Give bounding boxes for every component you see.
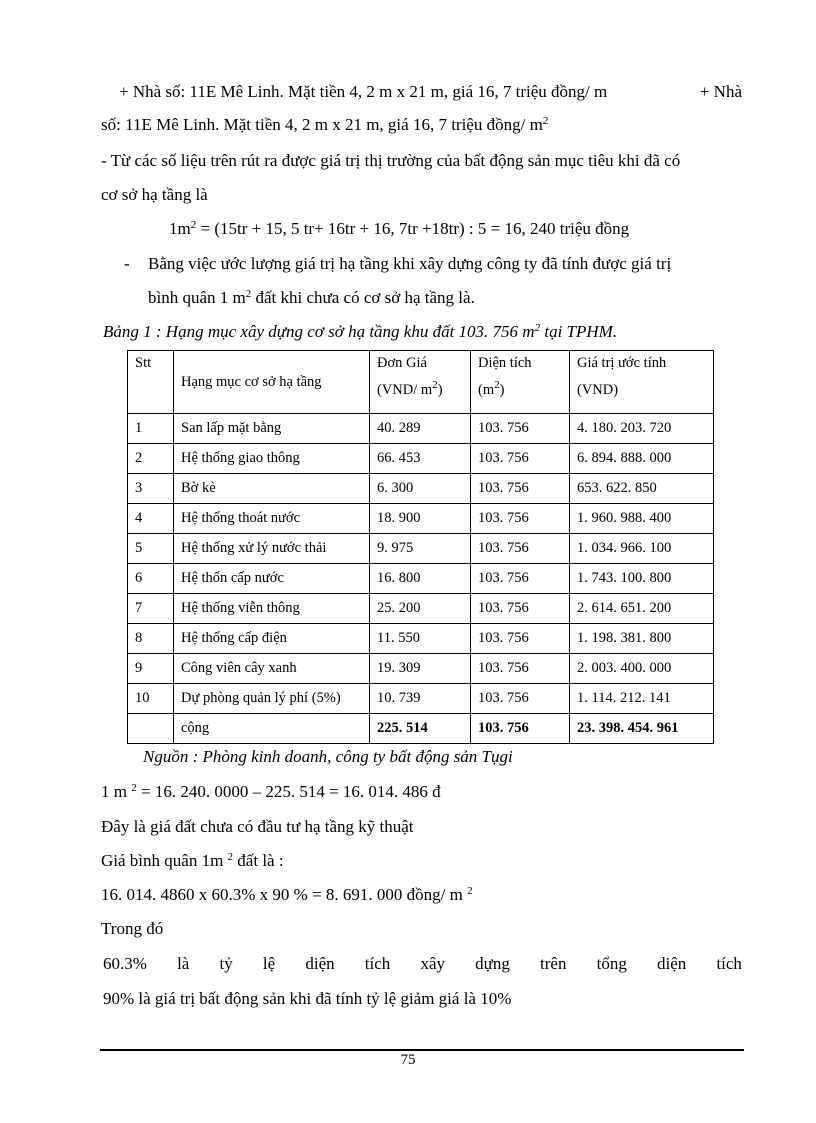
cell-item: Bờ kè — [174, 474, 370, 504]
table-row — [128, 684, 714, 714]
table-row — [128, 654, 714, 684]
cell-area: 103. 756 — [471, 654, 570, 684]
trong-do: Trong đó — [101, 919, 164, 938]
cell-value: 2. 003. 400. 000 — [570, 654, 714, 684]
word: diện — [657, 954, 687, 973]
cell-value: 4. 180. 203. 720 — [570, 414, 714, 444]
infrastructure-table — [127, 350, 714, 744]
cell-price: 6. 300 — [370, 474, 471, 504]
cell-area: 103. 756 — [471, 594, 570, 624]
cell-stt: 2 — [128, 444, 174, 474]
cell-item: Hệ thống giao thông — [174, 444, 370, 474]
cell-value: 2. 614. 651. 200 — [570, 594, 714, 624]
table-total-row — [128, 714, 714, 744]
cell-area: 103. 756 — [471, 624, 570, 654]
word: xây — [420, 954, 445, 973]
page-number: 75 — [400, 1052, 416, 1068]
word: lệ — [262, 954, 276, 973]
total-value: 23. 398. 454. 961 — [570, 714, 714, 744]
table-row — [128, 474, 714, 504]
cell-price: 66. 453 — [370, 444, 471, 474]
cell-item: Hệ thống cấp điện — [174, 624, 370, 654]
cell-price: 11. 550 — [370, 624, 471, 654]
cell-stt: 5 — [128, 534, 174, 564]
cell-item: Hệ thống thoát nước — [174, 504, 370, 534]
table-row — [128, 594, 714, 624]
word: 60.3% — [103, 954, 147, 973]
word: tỷ — [219, 954, 233, 973]
note-line-1 — [103, 954, 742, 974]
cell-price: 9. 975 — [370, 534, 471, 564]
total-price: 225. 514 — [370, 714, 471, 744]
cell-area: 103. 756 — [471, 534, 570, 564]
table-caption: Bảng 1 : Hạng mục xây dựng cơ sở hạ tầng khu đất 103. 756 $m^2$ tại TPHM. — [103, 322, 618, 341]
table-row — [128, 624, 714, 654]
cell-value: 1. 960. 988. 400 — [570, 504, 714, 534]
note-no-infrastructure: Đây là giá đất chưa có đầu tư hạ tầng kỹ thuật — [101, 817, 414, 836]
word: dựng — [475, 954, 510, 973]
cell-value: 1. 743. 100. 800 — [570, 564, 714, 594]
word: tích — [364, 954, 391, 973]
bullet-line-1: Bằng việc ước lượng giá trị hạ tầng khi xây dựng công ty đã tính được giá trị — [148, 254, 672, 273]
cell-item: Công viên cây xanh — [174, 654, 370, 684]
cell-price: 19. 309 — [370, 654, 471, 684]
table-header-row — [128, 351, 714, 414]
table-row — [128, 534, 714, 564]
cell-area: 103. 756 — [471, 414, 570, 444]
cell-price: 18. 900 — [370, 504, 471, 534]
cell-price: 40. 289 — [370, 414, 471, 444]
avg-price-line: Giá bình quân 1m $^2$ đất là : — [101, 851, 284, 870]
cell-stt: 4 — [128, 504, 174, 534]
paragraph-market-value-2: cơ sở hạ tầng là — [101, 185, 208, 204]
cell-stt: 1 — [128, 414, 174, 444]
cell-stt: 8 — [128, 624, 174, 654]
cell-stt: 9 — [128, 654, 174, 684]
header-item: Hạng mục cơ sở hạ tầng — [174, 351, 370, 414]
word: là — [177, 954, 190, 973]
cell-item: Dự phòng quản lý phí (5%) — [174, 684, 370, 714]
note-line-2: 90% là giá trị bất động sản khi đã tính tỷ lệ giảm giá là 10% — [103, 989, 512, 1008]
word: tích — [716, 954, 742, 973]
house-line-1-left: + Nhà số: 11E Mê Linh. Mặt tiền 4, 2 m x 21 m, giá 16, 7 triệu đồng/ m — [119, 82, 608, 101]
total-label: cộng — [174, 714, 370, 744]
cell-area: 103. 756 — [471, 504, 570, 534]
cell-stt: 7 — [128, 594, 174, 624]
word: tổng — [596, 954, 627, 973]
cell-item: Hệ thống xử lý nước thải — [174, 534, 370, 564]
cell-item: San lấp mặt bằng — [174, 414, 370, 444]
house-line-2: số: 11E Mê Linh. Mặt tiền 4, 2 m x 21 m, giá 16, 7 triệu đồng/ $m^2$ — [101, 115, 549, 134]
cell-stt: 10 — [128, 684, 174, 714]
table-row — [128, 414, 714, 444]
cell-area: 103. 756 — [471, 564, 570, 594]
table-row — [128, 504, 714, 534]
table-row — [128, 564, 714, 594]
header-value: Giá trị ước tính (VND) — [570, 351, 714, 414]
word: diện — [305, 954, 335, 973]
cell-area: 103. 756 — [471, 474, 570, 504]
header-stt: Stt — [128, 351, 174, 414]
cell-value: 1. 114. 212. 141 — [570, 684, 714, 714]
table-row — [128, 444, 714, 474]
total-area: 103. 756 — [471, 714, 570, 744]
cell-value: 1. 198. 381. 800 — [570, 624, 714, 654]
house-line-1 — [119, 82, 742, 102]
header-area: Diện tích $(m^2)$ — [471, 351, 570, 414]
bullet-dash: - — [124, 254, 130, 273]
paragraph-market-value: - Từ các số liệu trên rút ra được giá trị thị trường của bất động sản mục tiêu khi đã có — [101, 151, 681, 170]
cell-area: 103. 756 — [471, 444, 570, 474]
cell-price: 25. 200 — [370, 594, 471, 624]
formula-line: $1m^2 = (15tr + 15$, 5 tr+ 16tr + 16, 7tr +18tr) : 5 = 16, 240 triệu đồng — [169, 219, 630, 238]
calc-line-2: 16. 014. 4860 x 60.3% x 90 % = 8. 691. 000 đồng/ m $^2$ — [101, 885, 473, 904]
cell-stt: 6 — [128, 564, 174, 594]
calc-line-1: 1 m $^2$ = 16. 240. 0000 – 225. 514 = 16. 014. 486 đ — [101, 782, 441, 801]
header-price: Đơn Giá (VND/ $m^2$) — [370, 351, 471, 414]
footer-rule — [100, 1049, 744, 1051]
cell-stt: 3 — [128, 474, 174, 504]
table-source: Nguồn : Phòng kinh doanh, công ty bất động sản Tụgi — [143, 747, 513, 766]
cell-price: 10. 739 — [370, 684, 471, 714]
cell-item: Hệ thống viễn thông — [174, 594, 370, 624]
house-line-1-right: + Nhà — [699, 82, 742, 101]
cell-area: 103. 756 — [471, 684, 570, 714]
bullet-line-2: bình quân 1 $m^2$ đất khi chưa có cơ sở hạ tầng là. — [148, 288, 475, 307]
word: trên — [540, 954, 567, 973]
cell-value: 6. 894. 888. 000 — [570, 444, 714, 474]
cell-value: 653. 622. 850 — [570, 474, 714, 504]
cell-item: Hệ thốn cấp nước — [174, 564, 370, 594]
cell-value: 1. 034. 966. 100 — [570, 534, 714, 564]
cell-price: 16. 800 — [370, 564, 471, 594]
cell-stt — [128, 714, 174, 744]
